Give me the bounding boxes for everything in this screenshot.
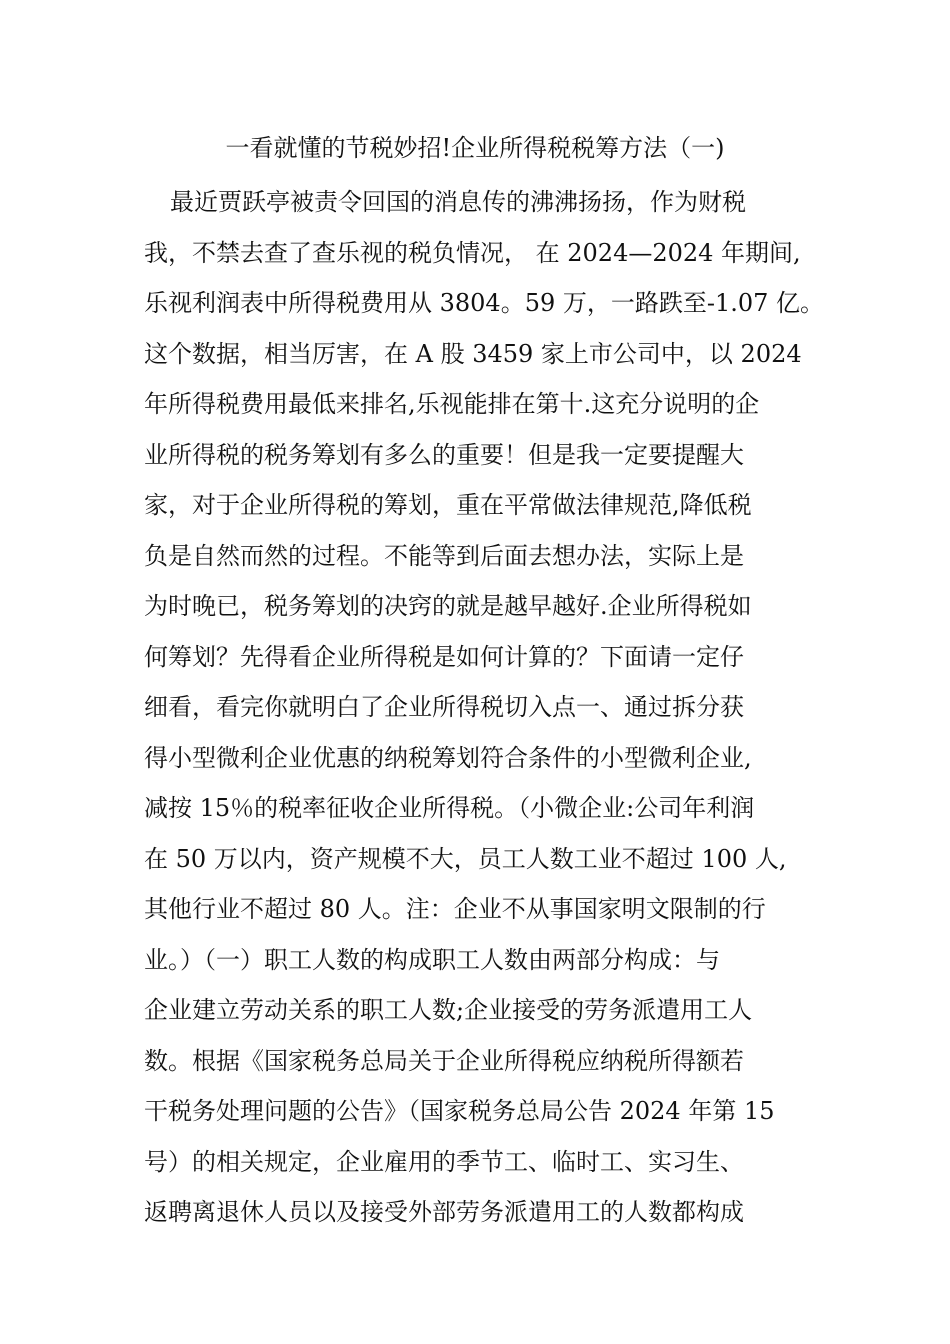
body-line: 其他行业不超过 80 人。注：企业不从事国家明文限制的行 <box>144 895 766 923</box>
body-line: 年所得税费用最低来排名,乐视能排在第十.这充分说明的企 <box>144 390 760 418</box>
body-line: 何筹划？先得看企业所得税是如何计算的？下面请一定仔 <box>144 642 744 671</box>
body-line: 家，对于企业所得税的筹划，重在平常做法律规范,降低税 <box>144 491 752 519</box>
body-line: 减按 15％的税率征收企业所得税。（小微企业:公司年利润 <box>144 794 755 822</box>
body-line: 细看，看完你就明白了企业所得税切入点一、通过拆分获 <box>144 693 744 721</box>
body-line: 号）的相关规定，企业雇用的季节工、临时工、实习生、 <box>144 1147 744 1176</box>
document-body <box>144 177 824 1238</box>
body-line: 数。根据《国家税务总局关于企业所得税应纳税所得额若 <box>144 1046 744 1075</box>
body-line: 干税务处理问题的公告》（国家税务总局公告 2024 年第 15 <box>144 1097 775 1125</box>
body-line: 得小型微利企业优惠的纳税筹划符合条件的小型微利企业, <box>144 743 752 772</box>
body-line: 业所得税的税务筹划有多么的重要！但是我一定要提醒大 <box>144 440 744 469</box>
body-line: 乐视利润表中所得税费用从 3804。59 万，一路跌至-1.07 亿。 <box>144 289 825 317</box>
document-title: 一看就懂的节税妙招!企业所得税税筹方法（一) <box>225 134 725 162</box>
body-line: 负是自然而然的过程。不能等到后面去想办法，实际上是 <box>144 541 744 570</box>
body-line: 我，不禁去查了查乐视的税负情况， 在 2024—2024 年期间, <box>144 238 801 267</box>
body-line: 最近贾跃亭被责令回国的消息传的沸沸扬扬，作为财税 <box>170 188 746 216</box>
body-line: 为时晚已，税务筹划的决窍的就是越早越好.企业所得税如 <box>144 592 752 620</box>
body-line: 返聘离退休人员以及接受外部劳务派遣用工的人数都构成 <box>144 1198 744 1226</box>
body-line: 这个数据，相当厉害，在 A 股 3459 家上市公司中，以 2024 <box>144 339 802 368</box>
body-line: 企业建立劳动关系的职工人数;企业接受的劳务派遣用工人 <box>144 996 753 1024</box>
body-line: 业。）（一）职工人数的构成职工人数由两部分构成：与 <box>144 945 720 974</box>
body-line: 在 50 万以内，资产规模不大，员工人数工业不超过 100 人, <box>144 844 787 873</box>
